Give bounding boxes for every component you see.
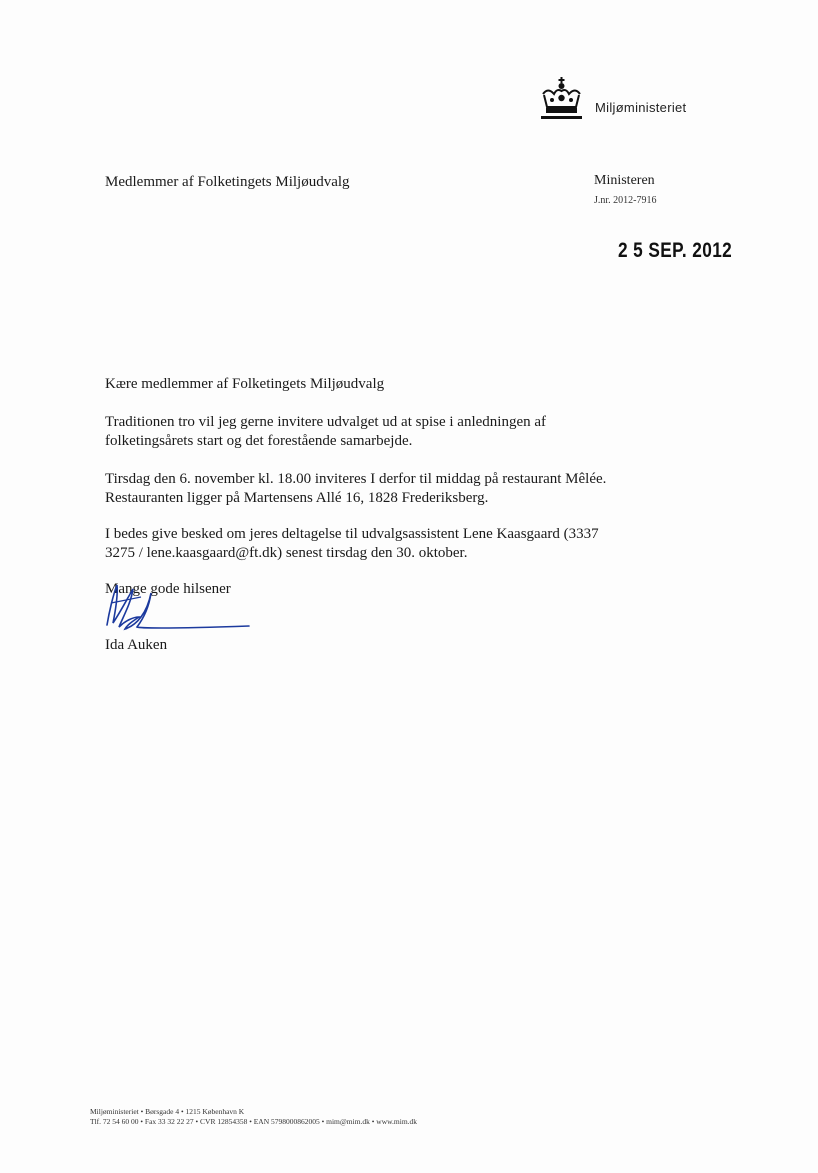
handwritten-signature (103, 573, 253, 633)
closing-greeting: Mange gode hilsener (105, 581, 231, 597)
crown-icon (539, 76, 585, 120)
signer-name: Ida Auken (105, 637, 168, 653)
sender-title: Ministeren (594, 173, 655, 188)
letter-paragraph: Traditionen tro vil jeg gerne invitere udvalget ud at spise i anledningen af folketingsårets start og det forestående samarbejde. (105, 414, 546, 449)
salutation: Kære medlemmer af Folketingets Miljøudvalg (105, 376, 385, 392)
journal-number: J.nr. 2012-7916 (594, 195, 657, 206)
ministry-logo (537, 76, 717, 120)
footer-address: Miljøministeriet • Børsgade 4 • 1215 København K (90, 1107, 245, 1116)
ministry-name: Miljøministeriet (595, 100, 687, 115)
footer-contact: Tlf. 72 54 60 00 • Fax 33 32 22 27 • CVR 12854358 • EAN 5798000862005 • mim@mim.dk • www.mim.dk (90, 1117, 418, 1126)
letter-paragraph: Tirsdag den 6. november kl. 18.00 inviteres I derfor til middag på restaurant Mêlée. Restauranten ligger på Martensens Allé 16, 1828 Frederiksberg. (105, 471, 607, 506)
recipient-address: Medlemmer af Folketingets Miljøudvalg (105, 174, 350, 190)
letter-paragraph: I bedes give besked om jeres deltagelse til udvalgsassistent Lene Kaasgaard (3337 3275 / lene.kaasgaard@ft.dk) senest tirsdag den 30. oktober. (105, 526, 599, 561)
date-stamp: 2 5 SEP. 2012 (618, 239, 733, 262)
